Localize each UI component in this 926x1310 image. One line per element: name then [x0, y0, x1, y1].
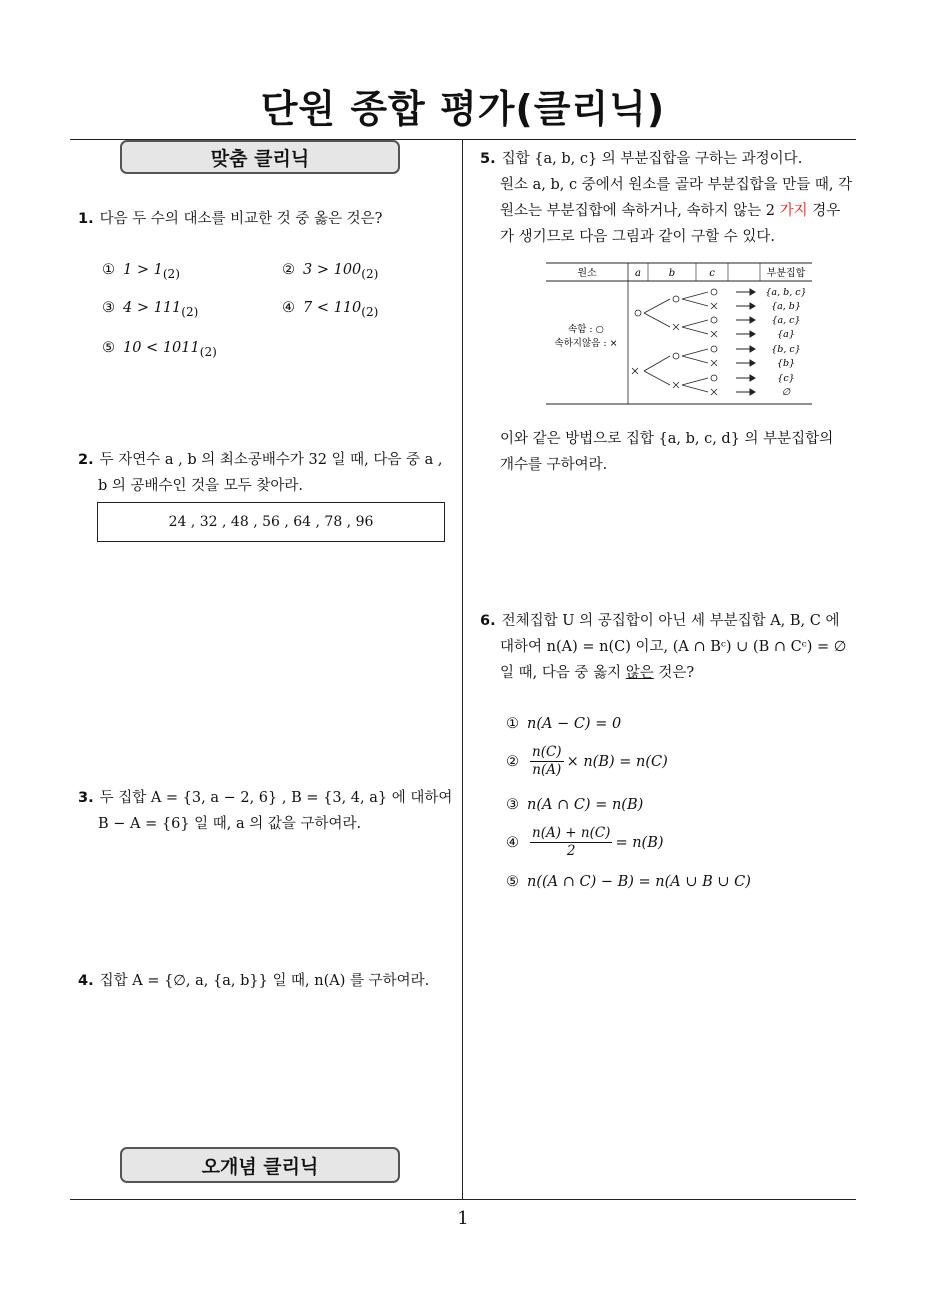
page-title: 단원 종합 평가(클리닉) — [260, 87, 666, 131]
subset-label: ∅ — [781, 387, 791, 398]
question-3: 3. 두 집합 A = {3, a − 2, 6} , B = {3, 4, a} 에 대하여 B − A = {6} 일 때, a 의 값을 구하여라. — [78, 790, 453, 832]
underlined-word: 않은 — [625, 665, 654, 681]
subset-label: {a} — [777, 329, 795, 340]
question-text: 두 집합 A = {3, a − 2, 6} , B = {3, 4, a} 에 대하여 — [99, 790, 453, 806]
subset-label: {b} — [776, 358, 796, 369]
section-badge-misconception: 오개념 클리닉 — [120, 1147, 400, 1183]
number-box: 24 , 32 , 48 , 56 , 64 , 78 , 96 — [97, 502, 445, 542]
question-text: 두 자연수 a , b 의 최소공배수가 32 일 때, 다음 중 a , — [99, 452, 443, 468]
q6-option-4[interactable]: ④ $\frac{n(A) + n(C)}{2}$ = n(B) — [506, 825, 664, 859]
subset-label: {c} — [777, 373, 795, 384]
subset-label: {a, b, c} — [765, 287, 807, 298]
subset-tree-diagram — [546, 262, 812, 406]
section-badge-custom: 맞춤 클리닉 — [120, 140, 400, 174]
question-4: 4. 집합 A = {∅, a, {a, b}} 일 때, n(A) 를 구하여라. — [78, 973, 430, 989]
q6-option-5[interactable]: ⑤ n((A ∩ C) − B) = n(A ∪ B ∪ C) — [506, 874, 751, 890]
q1-option-3[interactable]: ③ $4 > 111_{(2)}$ — [102, 300, 199, 319]
q1-option-4[interactable]: ④ $7 < 110_{(2)}$ — [282, 300, 379, 319]
q1-option-2[interactable]: ② $3 > 100_{(2)}$ — [282, 262, 379, 281]
question-5-continued: 이와 같은 방법으로 집합 {a, b, c, d} 의 부분집합의 개수를 구하여라. — [500, 431, 834, 473]
header-subset: 부분집합 — [766, 268, 806, 279]
q6-option-3[interactable]: ③ n(A ∩ C) = n(B) — [506, 797, 644, 813]
question-text: 다음 두 수의 대소를 비교한 것 중 옳은 것은? — [99, 211, 383, 227]
header-element: 원소 — [577, 268, 597, 279]
legend-in: 속함 : ○ — [568, 324, 604, 335]
question-number: 1. — [78, 211, 94, 227]
page-number: 1 — [457, 1208, 469, 1229]
q6-option-2[interactable]: ② $\frac{n(C)}{n(A)}$ × n(B) = n(C) — [506, 744, 668, 778]
legend-out: 속하지않음 : × — [554, 338, 618, 349]
question-text: 집합 A = {∅, a, {a, b}} 일 때, n(A) 를 구하여라. — [99, 973, 430, 989]
question-5: 5. 집합 {a, b, c} 의 부분집합을 구하는 과정이다. 원소 a, b, c 중에서 원소를 골라 부분집합을 만들 때, 각 원소는 부분집합에 속하거나, 속하지 않는 2 가지 경우 가 생기므로 다음 그림과 같이 구할 수 있다. — [480, 151, 853, 245]
question-1 — [78, 206, 382, 232]
question-2: 2. 두 자연수 a , b 의 최소공배수가 32 일 때, 다음 중 a , b 의 공배수인 것을 모두 찾아라. — [78, 452, 443, 494]
subset-label: {a, b} — [771, 301, 801, 312]
svg-text:a: a — [635, 268, 641, 279]
svg-text:c: c — [709, 268, 715, 279]
footer-divider — [70, 1199, 856, 1200]
q6-option-1[interactable]: ① n(A − C) = 0 — [506, 716, 622, 732]
subset-label: {a, c} — [771, 315, 801, 326]
q1-option-5[interactable]: ⑤ $10 < 1011_{(2)}$ — [102, 340, 217, 359]
svg-text:b: b — [668, 268, 676, 279]
q1-option-1[interactable]: ① $1 > 1_{(2)}$ — [102, 262, 180, 281]
highlight-text: 가지 — [779, 203, 808, 219]
question-6: 6. 전체집합 U 의 공집합이 아닌 세 부분집합 A, B, C 에 대하여 n(A) = n(C) 이고, (A ∩ Bᶜ) ∪ (B ∩ Cᶜ) = ∅ 일 때, 다음 중 옳지 않은 것은? — [480, 613, 847, 681]
column-divider — [462, 140, 463, 1200]
subset-label: {b, c} — [771, 344, 801, 355]
fraction: $\frac{n(C)}{n(A)}$ — [532, 744, 562, 778]
fraction: $\frac{n(A) + n(C)}{2}$ — [532, 825, 611, 859]
